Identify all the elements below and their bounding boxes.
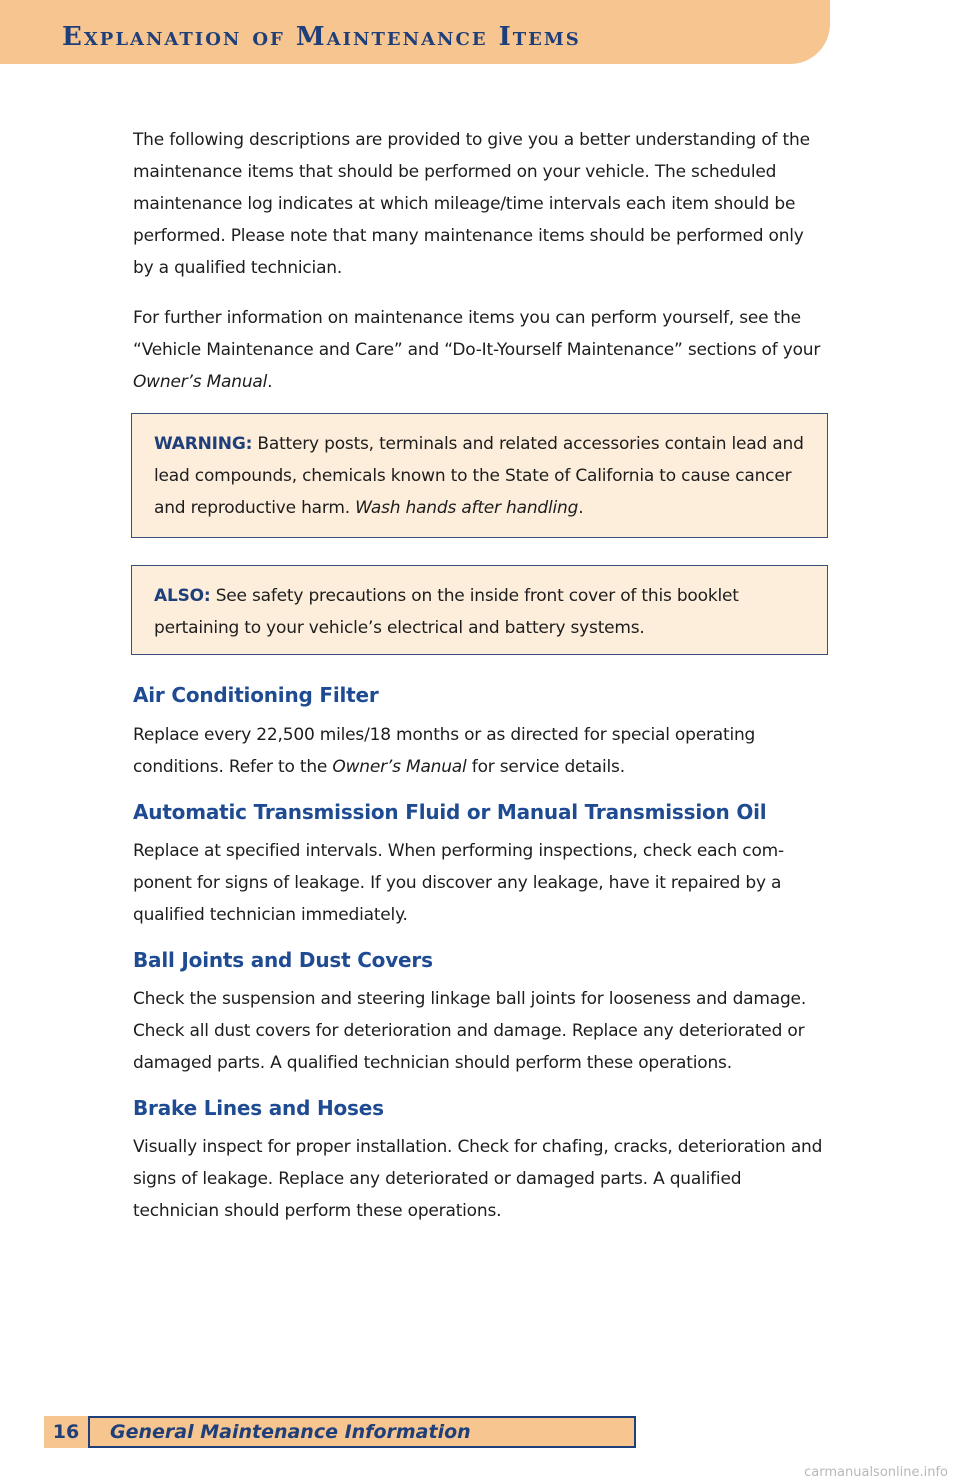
section-heading-transmission-fluid: Automatic Transmission Fluid or Manual Transmission Oil — [133, 800, 767, 824]
section-body-brake-lines: Visually inspect for proper installation. Check for chafing, cracks, deterioration and signs of leakage. Replace any deteriorated or damaged parts. A qualified technician should perform these operations. — [133, 1137, 823, 1221]
watermark: carmanualsonline.info — [804, 1465, 948, 1480]
owners-manual-reference: Owner’s Manual — [133, 372, 268, 392]
warning-callout — [131, 413, 828, 538]
page-number: 16 — [44, 1416, 88, 1448]
intro-paragraph: The following descriptions are provided to give you a better understanding of the maintenance items that should be performed on your vehicle. The scheduled maintenance log indicates at which mileage/time intervals each item should be performed. Please note that many maintenance items should be performed only by a qualified technician. — [133, 130, 810, 278]
also-text — [154, 580, 805, 644]
section-body-transmission-fluid: Replace at specified intervals. When performing inspections, check each com-ponent for signs of leakage. If you discover any leakage, have it repaired by a qualified technician immediately. — [133, 841, 784, 925]
intro-text: For further information on maintenance items you can perform yourself, see the “Vehicle Maintenance and Care” and “Do-It-Yourself Maintenance” sections of your — [133, 308, 821, 360]
intro-paragraph-owners-manual — [133, 302, 827, 398]
footer-section-label: General Maintenance Information — [110, 1421, 471, 1443]
intro-period: . — [267, 372, 273, 392]
owners-manual-reference: Owner’s Manual — [332, 757, 467, 777]
footer-bar — [88, 1416, 636, 1448]
page-title: Explanation of Maintenance Items — [62, 22, 581, 52]
section-heading-ball-joints: Ball Joints and Dust Covers — [133, 948, 433, 972]
also-body: See safety precautions on the inside front cover of this booklet pertaining to your vehicle’s electrical and battery systems. — [154, 586, 739, 638]
section-body-text: for service details. — [471, 757, 625, 777]
also-label: ALSO: — [154, 586, 211, 606]
warning-period: . — [578, 498, 584, 518]
section-body-air-conditioning-filter — [133, 719, 827, 783]
warning-text — [154, 428, 805, 524]
section-body-ball-joints: Check the suspension and steering linkage ball joints for looseness and damage. Check all dust covers for deterioration and damage. Replace any deteriorated or damaged parts. A qualified technician should perform these operations. — [133, 989, 807, 1073]
section-heading-brake-lines: Brake Lines and Hoses — [133, 1096, 384, 1120]
warning-emphasis: Wash hands after handling — [355, 498, 579, 518]
section-body-text: Replace every 22,500 miles/18 months or as directed for special operating conditions. Refer to the — [133, 725, 756, 777]
warning-label: WARNING: — [154, 434, 253, 454]
also-callout — [131, 565, 828, 655]
section-heading-air-conditioning-filter: Air Conditioning Filter — [133, 683, 379, 707]
warning-body: Battery posts, terminals and related accessories contain lead and lead compounds, chemicals known to the State of California to cause cancer and reproductive harm. — [154, 434, 804, 518]
